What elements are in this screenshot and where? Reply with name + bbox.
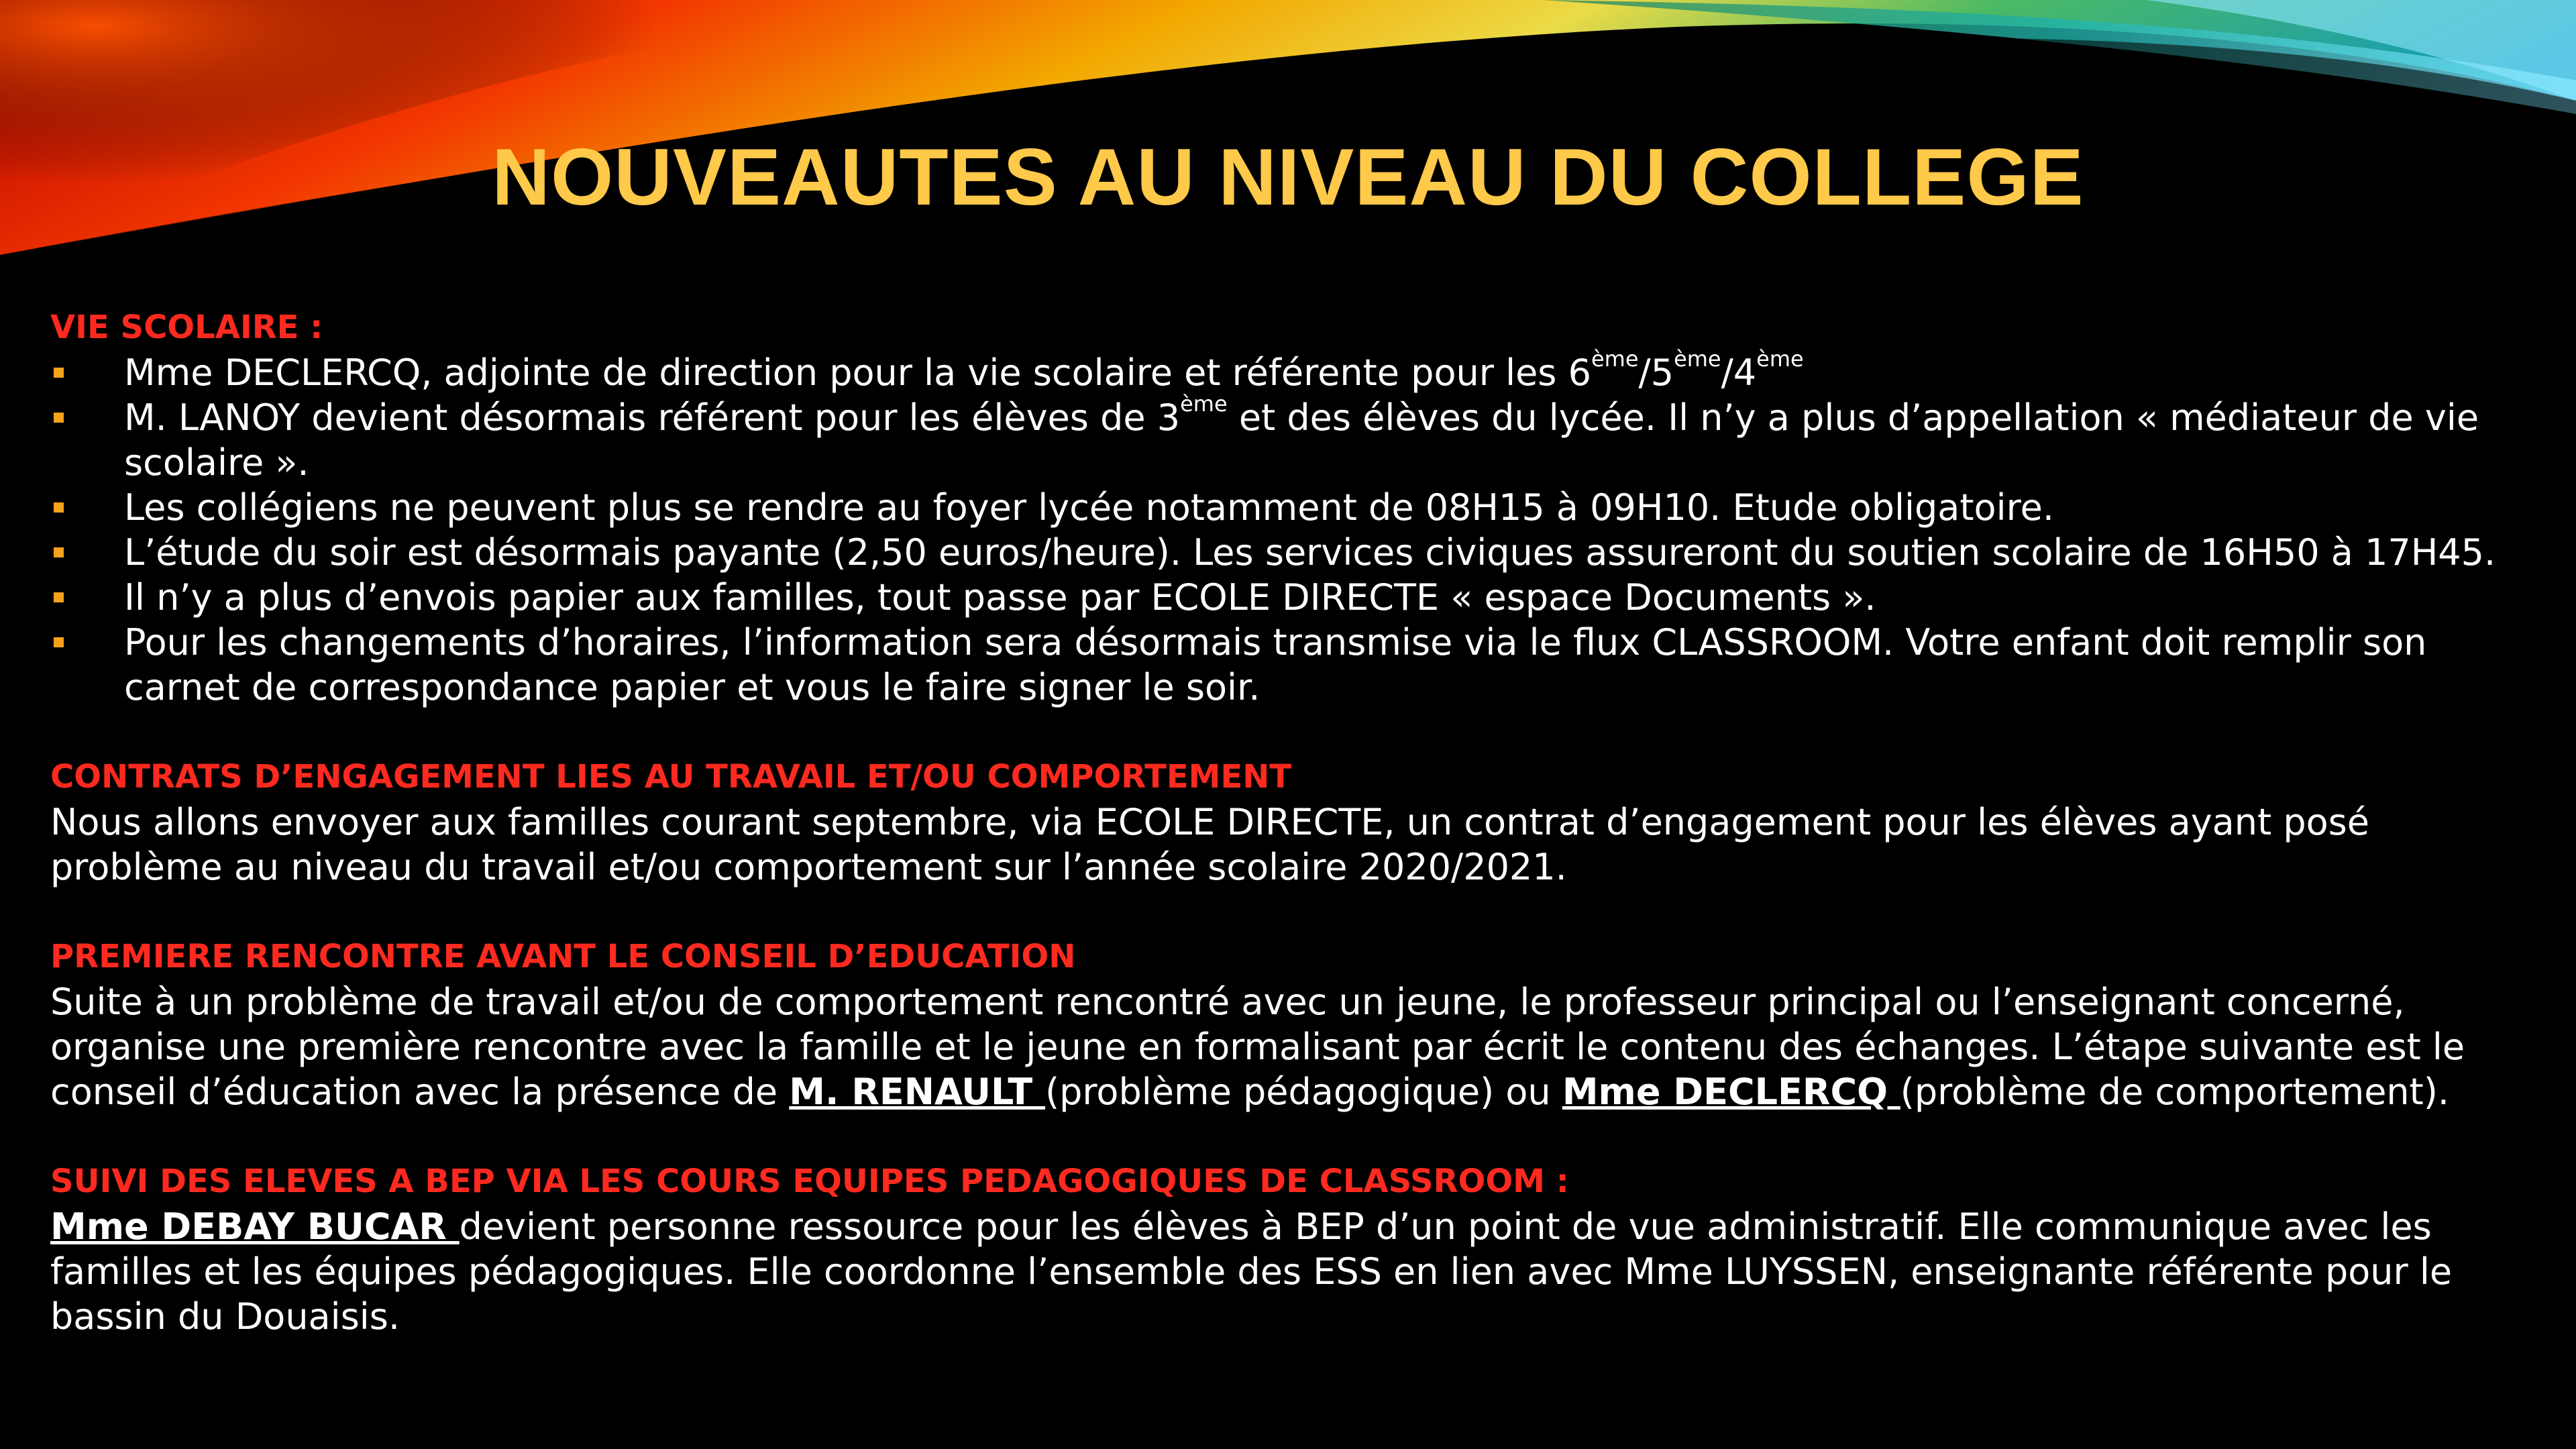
section-heading-contrats: CONTRATS D’ENGAGEMENT LIES AU TRAVAIL ET/OU COMPORTEMENT	[50, 758, 1292, 796]
bullet-list-vie-scolaire	[50, 346, 2532, 710]
paragraph-premiere-rencontre: Suite à un problème de travail et/ou de comportement rencontré avec un jeune, le professeur principal ou l’enseignant concerné, organise une première rencontre avec la famille et le jeune en formalisant par écrit le contenu des échanges. L’étape suivante est le conseil d’éducation avec la présence de M. RENAULT (problème pédagogique) ou Mme DECLERCQ (problème de comportement).	[50, 981, 2465, 1113]
list-item: Pour les changements d’horaires, l’information sera désormais transmise via le flux CLASSROOM. Votre enfant doit remplir son carnet de correspondance papier et vous le faire signer le soir.	[50, 620, 2532, 710]
list-item: Mme DECLERCQ, adjointe de direction pour la vie scolaire et référente pour les 6ème/5ème/4ème	[50, 350, 2532, 395]
square-bullet-icon	[54, 368, 64, 378]
name-debay-bucar: Mme DEBAY BUCAR	[50, 1205, 460, 1248]
list-item: Il n’y a plus d’envois papier aux familles, tout passe par ECOLE DIRECTE « espace Documents ».	[50, 575, 2532, 620]
square-bullet-icon	[54, 547, 64, 557]
name-renault: M. RENAULT	[789, 1071, 1046, 1113]
section-heading-premiere-rencontre: PREMIERE RENCONTRE AVANT LE CONSEIL D’EDUCATION	[50, 938, 1076, 975]
square-bullet-icon	[54, 637, 64, 647]
section-heading-suivi-bep: SUIVI DES ELEVES A BEP VIA LES COURS EQUIPES PEDAGOGIQUES DE CLASSROOM :	[50, 1163, 1569, 1200]
section-heading-vie-scolaire: VIE SCOLAIRE :	[50, 309, 323, 346]
square-bullet-icon	[54, 502, 64, 513]
slide-content	[50, 305, 2532, 1339]
name-declercq: Mme DECLERCQ	[1562, 1071, 1900, 1113]
square-bullet-icon	[54, 592, 64, 602]
paragraph-suivi-bep: Mme DEBAY BUCAR devient personne ressource pour les élèves à BEP d’un point de vue administratif. Elle communique avec les familles et les équipes pédagogiques. Elle coordonne l’ensemble des ESS en lien avec Mme LUYSSEN, enseignante référente pour le bassin du Douaisis.	[50, 1205, 2453, 1338]
list-item: M. LANOY devient désormais référent pour les élèves de 3ème et des élèves du lycée. Il n’y a plus d’appellation « médiateur de vie scolaire ».	[50, 395, 2532, 485]
list-item: Les collégiens ne peuvent plus se rendre au foyer lycée notamment de 08H15 à 09H10. Etude obligatoire.	[50, 485, 2532, 530]
page-title: NOUVEAUTES AU NIVEAU DU COLLEGE	[492, 132, 2084, 222]
paragraph-contrats: Nous allons envoyer aux familles courant septembre, via ECOLE DIRECTE, un contrat d’engagement pour les élèves ayant posé problème au niveau du travail et/ou comportement sur l’année scolaire 2020/2021.	[50, 801, 2370, 888]
square-bullet-icon	[54, 413, 64, 423]
list-item: L’étude du soir est désormais payante (2,50 euros/heure). Les services civiques assureront du soutien scolaire de 16H50 à 17H45.	[50, 530, 2532, 575]
